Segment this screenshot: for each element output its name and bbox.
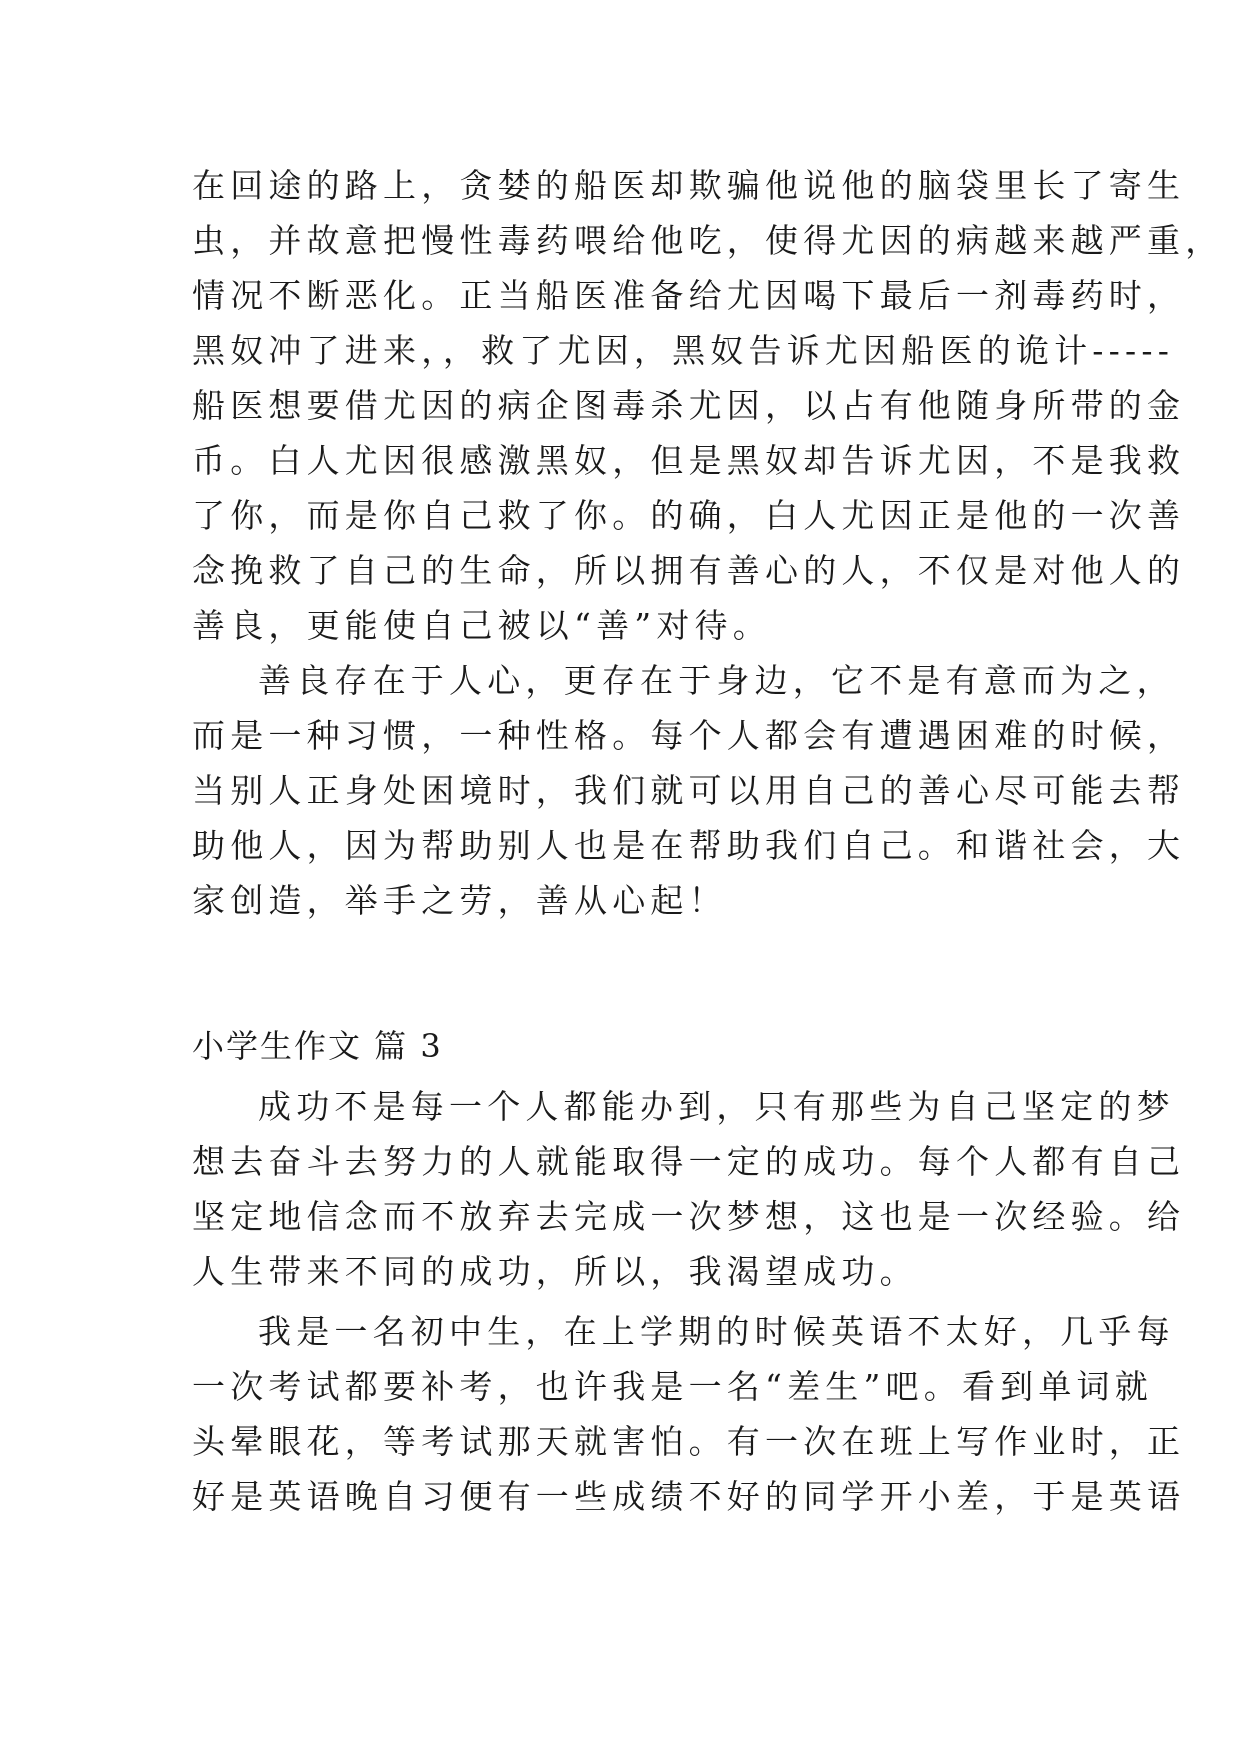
text-line: 念挽救了自己的生命，所以拥有善心的人，不仅是对他人的 bbox=[192, 551, 1186, 590]
text-line: 我是一名初中生，在上学期的时候英语不太好，几乎每 bbox=[258, 1312, 1175, 1351]
text-line: 好是英语晚自习便有一些成绩不好的同学开小差，于是英语 bbox=[192, 1477, 1186, 1516]
text-line: 家创造，举手之劳，善从心起！ bbox=[192, 881, 727, 920]
text-line: 助他人，因为帮助别人也是在帮助我们自己。和谐社会，大 bbox=[192, 826, 1186, 865]
text-line: 了你，而是你自己救了你。的确，白人尤因正是他的一次善 bbox=[192, 496, 1186, 535]
text-line: 一次考试都要补考，也许我是一名“差生”吧。看到单词就 bbox=[192, 1367, 1153, 1406]
text-line: 坚定地信念而不放弃去完成一次梦想，这也是一次经验。给 bbox=[192, 1197, 1186, 1236]
text-line: 在回途的路上，贪婪的船医却欺骗他说他的脑袋里长了寄生 bbox=[192, 166, 1186, 205]
text-line: 人生带来不同的成功，所以，我渴望成功。 bbox=[192, 1252, 918, 1291]
text-line: 善良存在于人心，更存在于身边，它不是有意而为之， bbox=[258, 661, 1175, 700]
text-line: 善良，更能使自己被以“善”对待。 bbox=[192, 606, 771, 645]
text-line: 情况不断恶化。正当船医准备给尤因喝下最后一剂毒药时， bbox=[192, 276, 1186, 315]
text-line: 黑奴冲了进来，，救了尤因，黑奴告诉尤因船医的诡计----- bbox=[192, 331, 1175, 370]
text-line: 而是一种习惯，一种性格。每个人都会有遭遇困难的时候， bbox=[192, 716, 1186, 755]
text-line: 头晕眼花，等考试那天就害怕。有一次在班上写作业时，正 bbox=[192, 1422, 1186, 1461]
text-line: 当别人正身处困境时，我们就可以用自己的善心尽可能去帮 bbox=[192, 771, 1186, 810]
text-line: 币。白人尤因很感激黑奴，但是黑奴却告诉尤因，不是我救 bbox=[192, 441, 1186, 480]
section-heading: 小学生作文 篇 3 bbox=[192, 1027, 443, 1065]
text-line: 虫，并故意把慢性毒药喂给他吃，使得尤因的病越来越严重， bbox=[192, 221, 1224, 260]
text-line: 成功不是每一个人都能办到，只有那些为自己坚定的梦 bbox=[258, 1087, 1175, 1126]
text-line: 船医想要借尤因的病企图毒杀尤因，以占有他随身所带的金 bbox=[192, 386, 1186, 425]
text-line: 想去奋斗去努力的人就能取得一定的成功。每个人都有自己 bbox=[192, 1142, 1186, 1181]
